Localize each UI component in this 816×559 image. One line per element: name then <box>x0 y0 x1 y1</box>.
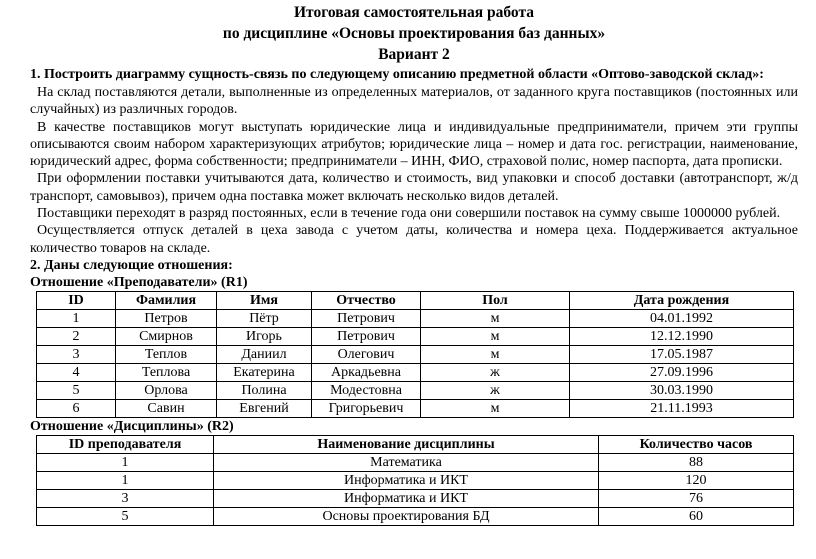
task2-heading: 2. Даны следующие отношения: <box>30 257 233 273</box>
table-cell: 04.01.1992 <box>570 309 794 327</box>
table-cell: м <box>421 345 570 363</box>
table-cell: 2 <box>37 327 116 345</box>
table-cell: Орлова <box>116 381 217 399</box>
table-cell: Евгений <box>217 399 312 417</box>
column-header: ID преподавателя <box>37 435 214 453</box>
table-cell: 60 <box>599 507 794 525</box>
table-cell: Петрович <box>312 327 421 345</box>
disciplines-table <box>36 435 794 526</box>
table-cell: Петрович <box>312 309 421 327</box>
table-cell: Информатика и ИКТ <box>214 489 599 507</box>
table-cell: Полина <box>217 381 312 399</box>
task1-paragraph: В качестве поставщиков могут выступать юридические лица и индивидуальные предприниматели, причем эти группы описываются своим набором характеризующих атрибутов; юридические лица – номер и дата гос. регистрации, наименование, юридический адрес, форма собственности; предприниматели – ИНН, ФИО, страховой полис, номер паспорта, дата прописки. <box>30 119 798 170</box>
table-cell: Олегович <box>312 345 421 363</box>
column-header: Наименование дисциплины <box>214 435 599 453</box>
column-header: Пол <box>421 291 570 309</box>
doc-title: Итоговая самостоятельная работа <box>293 4 534 21</box>
table-cell: 5 <box>37 381 116 399</box>
task1-paragraph: Осуществляется отпуск деталей в цеха завода с учетом даты, количества и номера цеха. Поддерживается актуальное количество товаров на складе. <box>30 223 798 256</box>
column-header: Отчество <box>312 291 421 309</box>
table-cell: 3 <box>37 489 214 507</box>
table-cell: 5 <box>37 507 214 525</box>
table-cell: Екатерина <box>217 363 312 381</box>
table-cell: 1 <box>37 453 214 471</box>
table-row <box>37 489 794 507</box>
table-row <box>37 471 794 489</box>
table-cell: Даниил <box>217 345 312 363</box>
table-row <box>37 381 794 399</box>
table-cell: Пётр <box>217 309 312 327</box>
table-cell: 30.03.1990 <box>570 381 794 399</box>
table-cell: 1 <box>37 471 214 489</box>
table-cell: Теплов <box>116 345 217 363</box>
column-header: Количество часов <box>599 435 794 453</box>
table-cell: Игорь <box>217 327 312 345</box>
column-header: Фамилия <box>116 291 217 309</box>
table-cell: Основы проектирования БД <box>214 507 599 525</box>
table-cell: 4 <box>37 363 116 381</box>
table-cell: 76 <box>599 489 794 507</box>
task1-paragraph: При оформлении поставки учитываются дата, количество и стоимость, вид упаковки и способ доставки (автотранспорт, ж/д транспорт, самовывоз), причем одна поставка может включать несколько видов деталей. <box>30 171 798 204</box>
column-header: Дата рождения <box>570 291 794 309</box>
table-cell: м <box>421 399 570 417</box>
table-cell: Смирнов <box>116 327 217 345</box>
table-cell: 27.09.1996 <box>570 363 794 381</box>
table-row <box>37 345 794 363</box>
task1-body <box>30 84 798 257</box>
table-cell: 17.05.1987 <box>570 345 794 363</box>
table-cell: Информатика и ИКТ <box>214 471 599 489</box>
table-cell: Петров <box>116 309 217 327</box>
teachers-table <box>36 291 794 418</box>
table-cell: 88 <box>599 453 794 471</box>
table-cell: Теплова <box>116 363 217 381</box>
table-cell: Математика <box>214 453 599 471</box>
column-header: Имя <box>217 291 312 309</box>
column-header: ID <box>37 291 116 309</box>
table-header-row <box>37 435 794 453</box>
table-cell: 1 <box>37 309 116 327</box>
table-cell: м <box>421 327 570 345</box>
table-header-row <box>37 291 794 309</box>
table-cell: Аркадьевна <box>312 363 421 381</box>
table-row <box>37 453 794 471</box>
table-cell: 12.12.1990 <box>570 327 794 345</box>
table-row <box>37 327 794 345</box>
doc-subtitle: по дисциплине «Основы проектирования баз данных» <box>222 25 606 42</box>
table-cell: Модестовна <box>312 381 421 399</box>
r2-caption: Отношение «Дисциплины» (R2) <box>30 418 234 434</box>
table-cell: м <box>421 309 570 327</box>
table-cell: ж <box>421 381 570 399</box>
table-cell: 21.11.1993 <box>570 399 794 417</box>
table-cell: 6 <box>37 399 116 417</box>
table-cell: Савин <box>116 399 217 417</box>
task1-heading: 1. Построить диаграмму сущность-связь по следующему описанию предметной области «Оптово-заводской склад»: <box>30 67 764 82</box>
table-row <box>37 309 794 327</box>
table-cell: ж <box>421 363 570 381</box>
table-row <box>37 507 794 525</box>
task1-paragraph: Поставщики переходят в разряд постоянных, если в течение года они совершили поставок на сумму свыше 1000000 рублей. <box>37 206 781 222</box>
table-row <box>37 363 794 381</box>
task1-paragraph: На склад поставляются детали, выполненные из определенных материалов, от заданного круга поставщиков (постоянных или случайных) из различных городов. <box>30 85 798 118</box>
doc-variant: Вариант 2 <box>378 46 450 63</box>
table-cell: Григорьевич <box>312 399 421 417</box>
table-cell: 120 <box>599 471 794 489</box>
r1-caption: Отношение «Преподаватели» (R1) <box>30 274 248 290</box>
table-row <box>37 399 794 417</box>
table-cell: 3 <box>37 345 116 363</box>
